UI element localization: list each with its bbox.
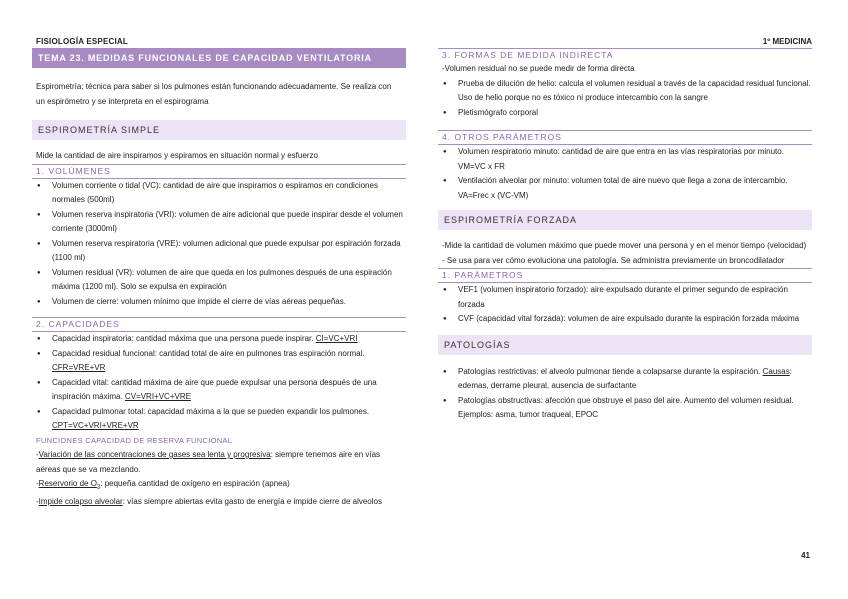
list-item — [52, 405, 406, 434]
forced-line: -Mide la cantidad de volumen máximo que puede mover una persona y en el menor tiempo (velocidad) — [442, 241, 807, 250]
indirect-list — [438, 77, 812, 121]
indirect-heading: 3. FORMAS DE MEDIDA INDIRECTA — [438, 48, 812, 62]
right-column — [438, 48, 812, 423]
list-item: ● Ventilación alveolar por minuto: volumen total de aire nuevo que llega a zona de intercambio. VA=Frec x (VC-VM) — [458, 174, 812, 203]
list-item: ● Volumen reserva respiratoria (VRE): volumen adicional que puede expulsar por espiración forzada (1100 ml) — [52, 237, 406, 266]
capacity-formula: CPT=VC+VRI+VRE+VR — [52, 421, 139, 430]
capacity-formula: CFR=VRE+VR — [52, 363, 106, 372]
running-header-subject: FISIOLOGÍA ESPECIAL — [36, 37, 128, 46]
left-column — [32, 48, 406, 510]
list-item: ● Prueba de dilución de helio: calcula el volumen residual a través de la capacidad residual funcional. Uso de helio porque no es tóxico ni produce intercambio con la sangre — [458, 77, 812, 106]
section-espirometria-simple: ESPIROMETRÍA SIMPLE — [32, 120, 406, 140]
capacity-text: Capacidad inspiratoria: cantidad máxima que una persona puede inspirar. — [52, 334, 316, 343]
capacities-heading: 2. CAPACIDADES — [32, 318, 406, 332]
other-params-list — [438, 145, 812, 203]
fcr-item: -Impide colapso alveolar: vías siempre abiertas evita gasto de energía e impide cierre de alveolos — [36, 497, 382, 507]
list-item: ● VEF1 (volumen inspiratorio forzado): aire expulsado durante el primer segundo de espiración forzada — [458, 283, 812, 312]
other-params-heading: 4. OTROS PARÁMETROS — [438, 130, 812, 145]
volumes-list — [32, 179, 406, 310]
capacity-text: Capacidad pulmonar total: capacidad máxima a la que se pueden expandir los pulmones. — [52, 406, 370, 416]
list-item: ● Volumen reserva inspiratoria (VRI): volumen de aire adicional que puede inspirar desde el volumen corriente (3000ml) — [52, 208, 406, 237]
list-item: ● Patologías obstructivas: afección que obstruye el paso del aire. Aumento del volumen residual. Ejemplos: asma, tumor traqueal, EPOC — [458, 394, 812, 423]
forced-line: - Se usa para ver cómo evoluciona una patología. Se administra previamente un broncodilatador — [442, 255, 785, 265]
section-patologias: PATOLOGÍAS — [438, 335, 812, 355]
capacities-list — [32, 332, 406, 434]
list-item: ● Volumen residual (VR): volumen de aire que queda en los pulmones después de una espiración máxima (1200 ml). Solo se expulsa en expiración — [52, 266, 406, 295]
list-item: ● Volumen respiratorio minuto: cantidad de aire que entra en las vías respiratorias por minuto. VM=VC x FR — [458, 145, 812, 174]
fcr-heading: FUNCIONES CAPACIDAD DE RESERVA FUNCIONAL — [36, 435, 233, 445]
fcr-item: -Variación de las concentraciones de gases sea lenta y progresiva: siempre tenemos aire en vías aéreas que se va mezclando. — [36, 450, 381, 474]
capacity-formula: CI=VC+VRI — [315, 334, 358, 343]
list-item — [52, 347, 406, 376]
list-item — [52, 332, 406, 347]
indirect-intro: -Volumen residual no se puede medir de forma directa — [442, 64, 635, 73]
capacity-text: Capacidad vital: cantidad máxima de aire que puede expulsar una persona después de una inspiración máxima. — [52, 377, 377, 401]
list-item: ● CVF (capacidad vital forzada): volumen de aire expulsado durante la espiración forzada máxima — [458, 312, 812, 327]
fcr-item: -Reservorio de $O_2$: pequeña cantidad de oxígeno en espiración (apnea) — [36, 479, 290, 491]
capacity-text: Capacidad residual funcional: cantidad total de aire en pulmones tras espiración normal. — [52, 348, 365, 358]
list-item — [52, 376, 406, 405]
section1-text: Mide la cantidad de aire inspiramos y espiramos en situación normal y esfuerzo — [36, 151, 318, 160]
pathologies-list — [438, 365, 812, 423]
list-item: ● Pletismógrafo corporal — [458, 106, 812, 121]
list-item: ● Volumen de cierre: volumen mínimo que impide el cierre de vías aéreas pequeñas. — [52, 295, 406, 310]
intro-paragraph: Espirometría: técnica para saber si los pulmones están funcionando adecuadamente. Se realiza con un espirómetro y se interpreta en el espirograma — [36, 82, 392, 106]
capacity-formula: CV=VRI+VC+VRE — [124, 392, 191, 401]
chapter-title: TEMA 23. MEDIDAS FUNCIONALES DE CAPACIDAD VENTILATORIA — [32, 48, 406, 68]
list-item: ● Volumen corriente o tidal (VC): cantidad de aire que inspiramos o espiramos en condiciones normales (500ml) — [52, 179, 406, 208]
section-espirometria-forzada: ESPIROMETRÍA FORZADA — [438, 210, 812, 230]
running-header-course: 1º MEDICINA — [762, 37, 812, 46]
volumes-heading: 1. VOLÚMENES — [32, 164, 406, 179]
page-number: 41 — [801, 551, 810, 560]
list-item: ● Patologías restrictivas: el alveolo pulmonar tiende a colapsarse durante la espiración. Causas: edemas, derrame pleural, ausencia de surfactante — [458, 365, 812, 394]
parameters-list — [438, 283, 812, 327]
parameters-heading: 1. PARÁMETROS — [438, 268, 812, 283]
